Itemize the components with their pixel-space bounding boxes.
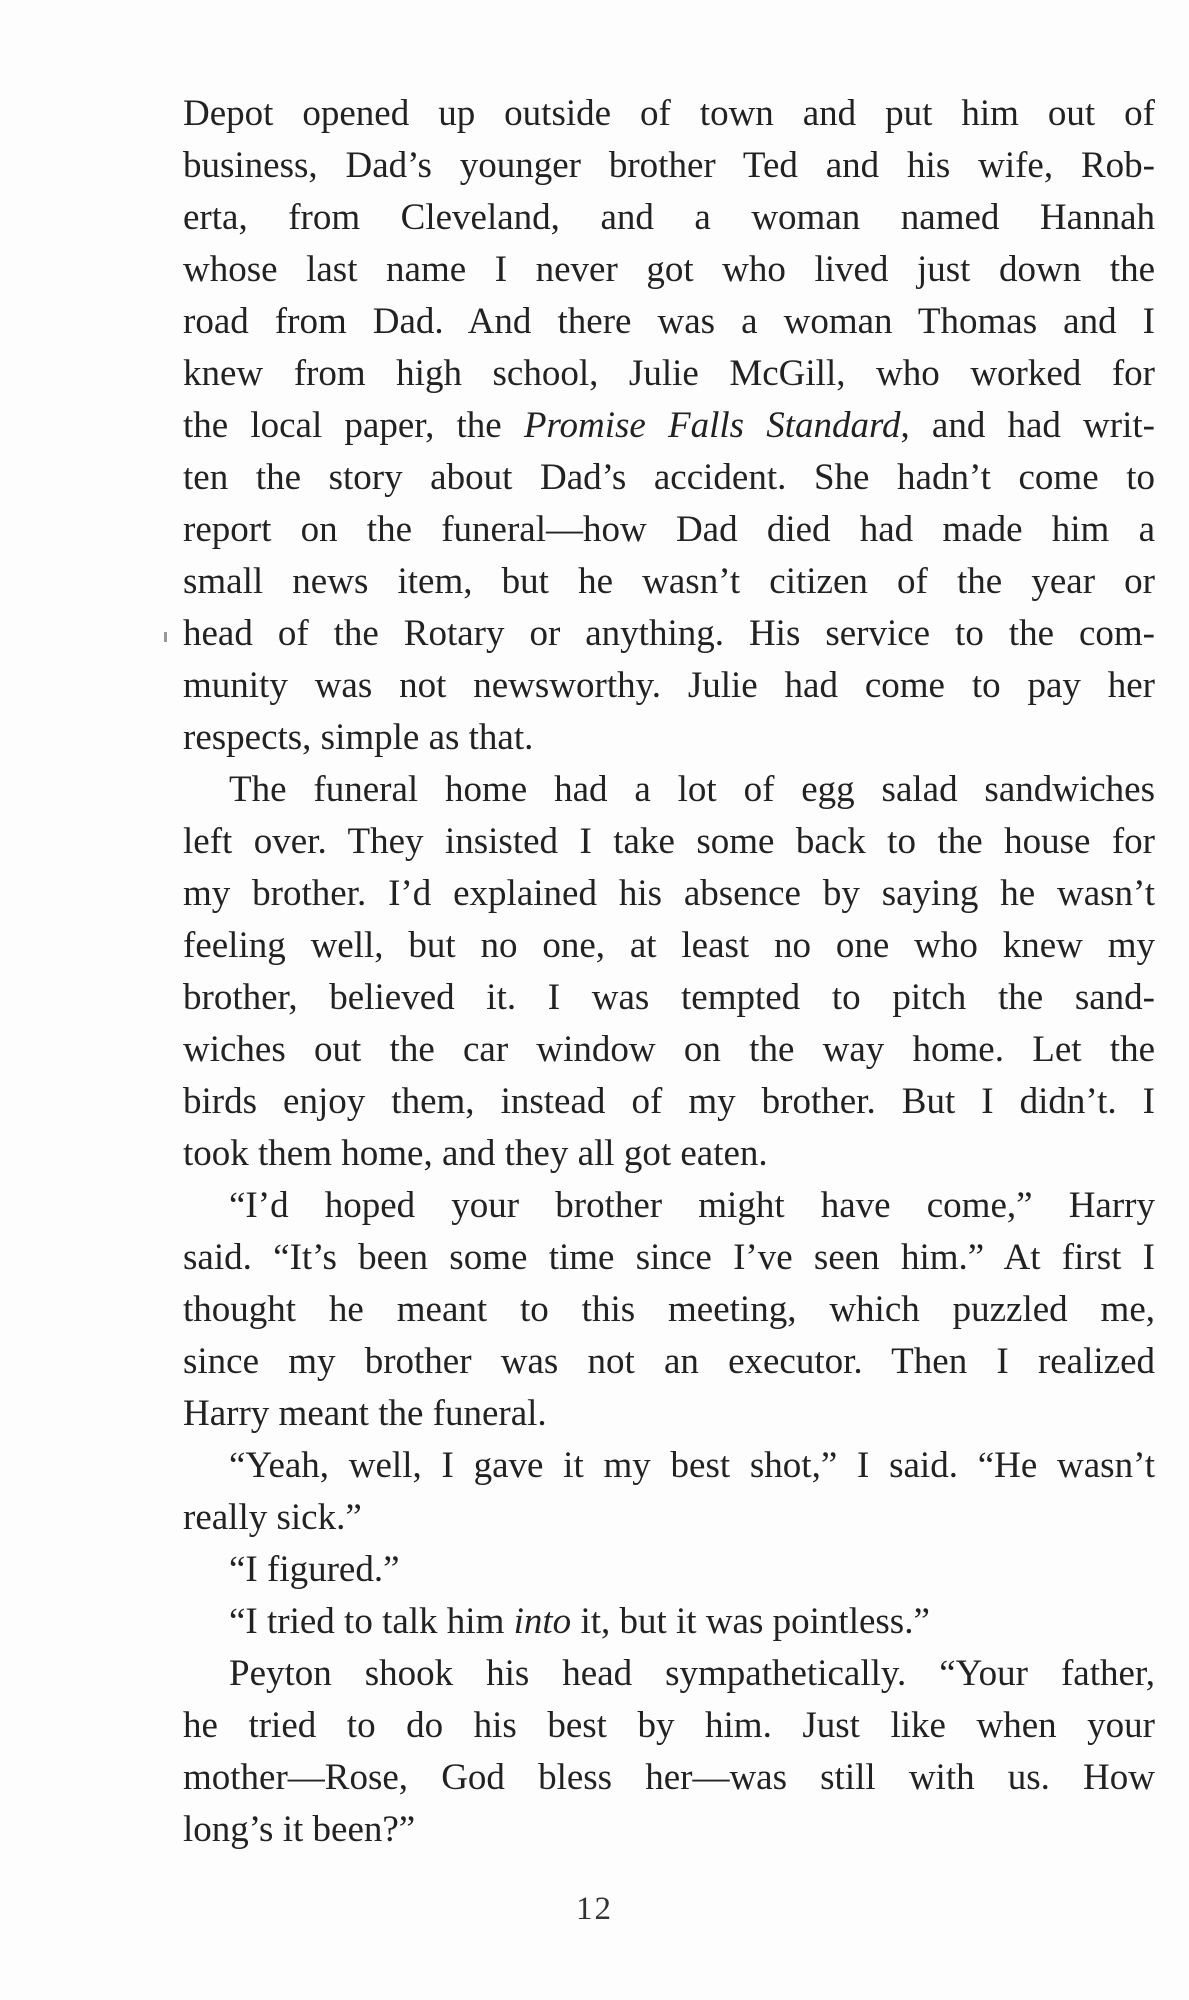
text-line: thought he meant to this meeting, which puzzled me, xyxy=(183,1289,1155,1330)
text-line: he tried to do his best by him. Just like when your xyxy=(183,1705,1155,1746)
text-line: brother, believed it. I was tempted to pitch the sand- xyxy=(183,977,1155,1018)
emphasis: into xyxy=(513,1601,572,1642)
text-run: it, but it was pointless.” xyxy=(571,1601,930,1642)
text-line: said. “It’s been some time since I’ve seen him.” At first I xyxy=(183,1237,1155,1278)
body-text xyxy=(183,88,1155,1856)
text-line: “I figured.” xyxy=(229,1549,400,1590)
text-run: “I tried to talk him xyxy=(229,1601,514,1642)
text-line: feeling well, but no one, at least no one who knew my xyxy=(183,925,1155,966)
text-line: erta, from Cleveland, and a woman named Hannah xyxy=(183,197,1155,238)
text-line xyxy=(183,1596,1155,1648)
text-line: head of the Rotary or anything. His service to the com- xyxy=(183,613,1155,654)
text-run: , and had writ- xyxy=(900,405,1155,446)
text-line: whose last name I never got who lived just down the xyxy=(183,249,1155,290)
text-line: ten the story about Dad’s accident. She hadn’t come to xyxy=(183,457,1155,498)
newspaper-title: Promise Falls Standard xyxy=(523,405,901,446)
text-line: The funeral home had a lot of egg salad sandwiches xyxy=(229,769,1155,810)
page-number: 12 xyxy=(576,1891,613,1927)
text-line: wiches out the car window on the way home. Let the xyxy=(183,1029,1155,1070)
text-line: took them home, and they all got eaten. xyxy=(183,1133,768,1174)
text-line: “I’d hoped your brother might have come,” Harry xyxy=(229,1185,1155,1226)
stray-mark xyxy=(164,632,167,642)
text-line: mother—Rose, God bless her—was still with us. How xyxy=(183,1757,1155,1798)
text-line: small news item, but he wasn’t citizen of the year or xyxy=(183,561,1155,602)
text-line: knew from high school, Julie McGill, who worked for xyxy=(183,353,1155,394)
text-line: my brother. I’d explained his absence by saying he wasn’t xyxy=(183,873,1155,914)
text-line: Harry meant the funeral. xyxy=(183,1393,547,1434)
text-line: munity was not newsworthy. Julie had come to pay her xyxy=(183,665,1155,706)
text-line: left over. They insisted I take some back to the house for xyxy=(183,821,1155,862)
text-line: birds enjoy them, instead of my brother. But I didn’t. I xyxy=(183,1081,1155,1122)
text-line xyxy=(183,400,1155,452)
text-line: Peyton shook his head sympathetically. “Your father, xyxy=(229,1653,1155,1694)
text-run: the local paper, the xyxy=(183,405,524,446)
text-line: business, Dad’s younger brother Ted and his wife, Rob- xyxy=(183,145,1155,186)
text-line: report on the funeral—how Dad died had made him a xyxy=(183,509,1155,550)
text-line: road from Dad. And there was a woman Thomas and I xyxy=(183,301,1155,342)
text-line: respects, simple as that. xyxy=(183,717,534,758)
text-line: “Yeah, well, I gave it my best shot,” I said. “He wasn’t xyxy=(229,1445,1155,1486)
text-line: long’s it been?” xyxy=(183,1809,416,1850)
text-line: really sick.” xyxy=(183,1497,362,1538)
text-line: since my brother was not an executor. Then I realized xyxy=(183,1341,1155,1382)
text-line: Depot opened up outside of town and put him out of xyxy=(183,93,1155,134)
